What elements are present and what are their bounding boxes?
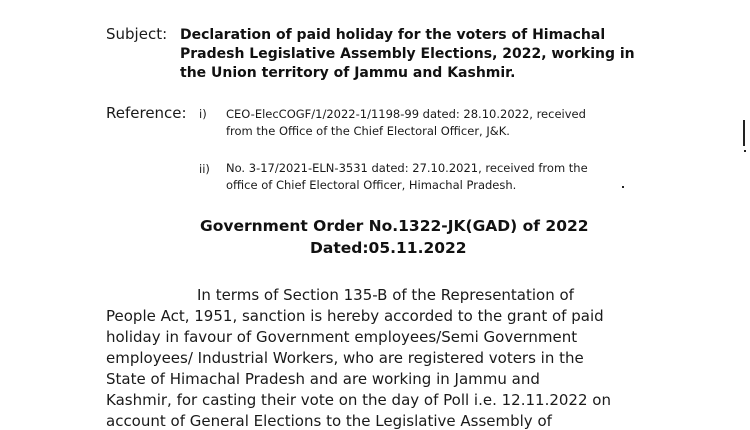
order-title: Government Order No.1322-JK(GAD) of 2022 <box>200 217 589 235</box>
body-line-3: holiday in favour of Government employees/Semi Government <box>106 328 578 346</box>
subject-label: Subject: <box>106 25 168 43</box>
scan-edge-mark <box>743 120 745 146</box>
scan-speck <box>622 186 624 188</box>
scan-edge-mark <box>744 150 746 152</box>
body-line-1: In terms of Section 135-B of the Representation of <box>197 286 574 304</box>
body-line-2: People Act, 1951, sanction is hereby accorded to the grant of paid <box>106 307 604 325</box>
reference-item-1-line-1: CEO-ElecCOGF/1/2022-1/1198-99 dated: 28.10.2022, received <box>226 107 586 121</box>
order-date: Dated:05.11.2022 <box>310 239 467 257</box>
body-line-6: Kashmir, for casting their vote on the day of Poll i.e. 12.11.2022 on <box>106 391 611 409</box>
reference-item-2-line-2: office of Chief Electoral Officer, Himachal Pradesh. <box>226 178 517 192</box>
body-line-5: State of Himachal Pradesh and are working in Jammu and <box>106 370 540 388</box>
reference-item-2-line-1: No. 3-17/2021-ELN-3531 dated: 27.10.2021, received from the <box>226 161 588 175</box>
subject-line-3: the Union territory of Jammu and Kashmir. <box>180 65 516 81</box>
reference-item-1-number: i) <box>199 107 207 121</box>
subject-line-2: Pradesh Legislative Assembly Elections, 2022, working in <box>180 46 635 62</box>
reference-label: Reference: <box>106 104 187 122</box>
subject-line-1: Declaration of paid holiday for the voters of Himachal <box>180 27 606 43</box>
reference-item-1-line-2: from the Office of the Chief Electoral Officer, J&K. <box>226 124 510 138</box>
body-line-4: employees/ Industrial Workers, who are registered voters in the <box>106 349 584 367</box>
body-line-7: account of General Elections to the Legislative Assembly of <box>106 412 552 430</box>
reference-item-2-number: ii) <box>199 162 210 176</box>
